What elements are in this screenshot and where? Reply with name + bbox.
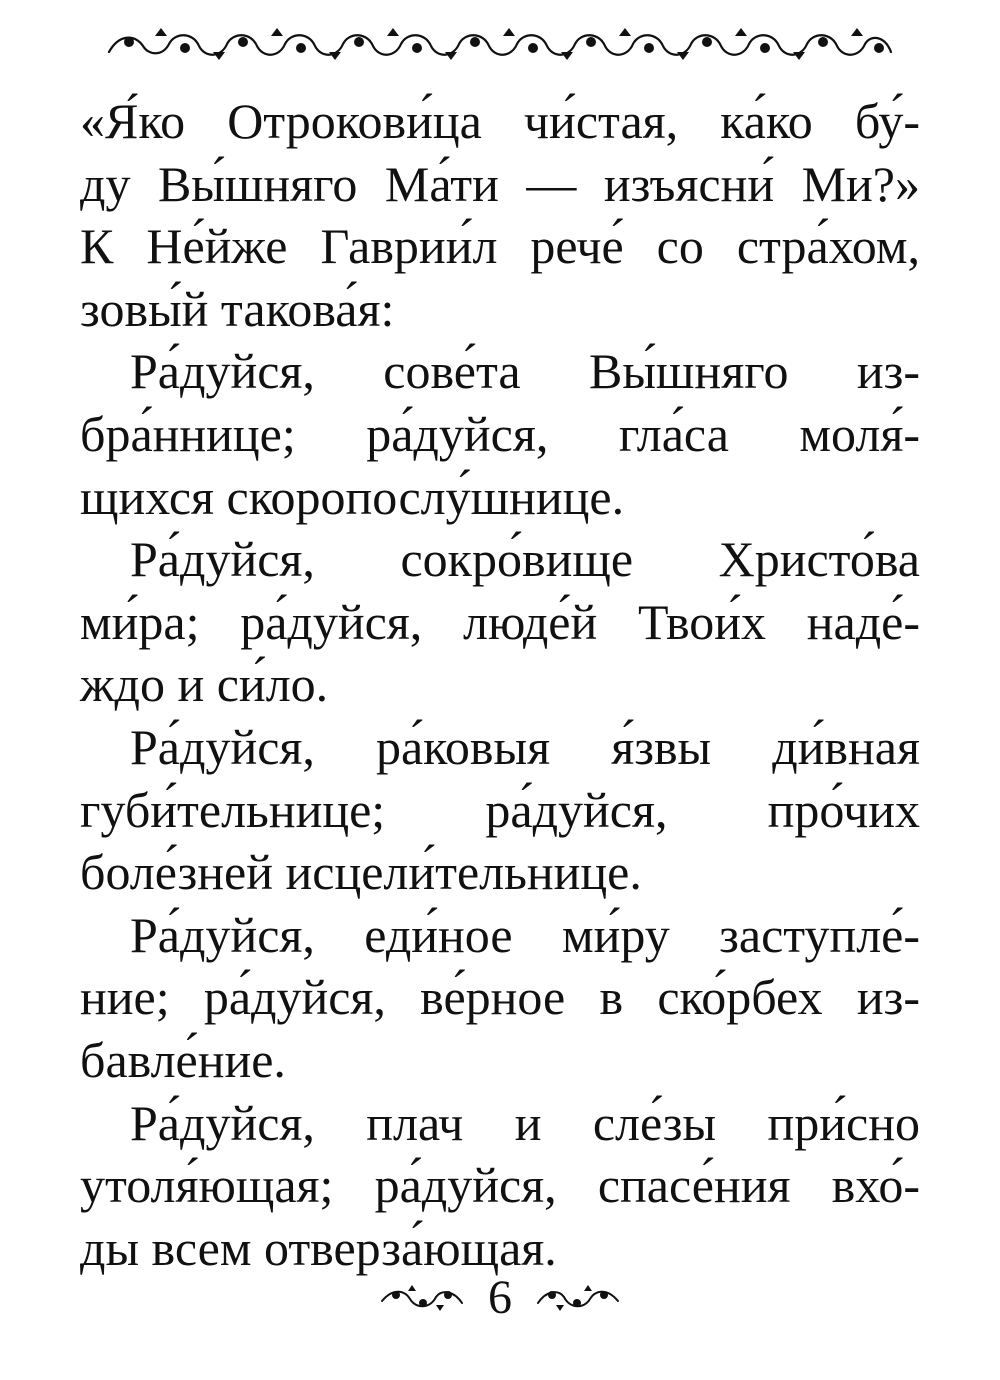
text-line: Ра́дуйся, еди́ное ми́ру заступле́-	[130, 906, 920, 963]
text-line: боле́зней исцели́тельнице.	[80, 844, 642, 901]
text-line: Ра́дуйся, сове́та Вы́шняго из-	[130, 343, 920, 400]
text-line: Ра́дуйся, сокро́вище Христо́ва	[130, 531, 920, 588]
text-line: ми́ра; ра́дуйся, люде́й Твои́х наде́-	[80, 593, 920, 650]
text-line: Ра́дуйся, плач и сле́зы при́сно	[130, 1094, 920, 1151]
page-footer	[0, 1268, 1000, 1328]
floral-vignette-icon	[378, 1283, 466, 1313]
floral-vignette-icon	[534, 1283, 622, 1313]
text-line: ждо и си́ло.	[80, 656, 329, 713]
paragraph	[80, 1092, 920, 1280]
floral-border-icon	[105, 22, 895, 66]
text-line: Ра́дуйся, ра́ковыя я́звы ди́вная	[130, 718, 920, 775]
text-line: утоля́ющая; ра́дуйся, спасе́ния вхо́-	[80, 1157, 920, 1214]
text-line: ние; ра́дуйся, ве́рное в ско́рбех из-	[80, 969, 920, 1026]
text-line: бавле́ние.	[80, 1031, 286, 1088]
text-line: ды всем отверза́ющая.	[80, 1219, 557, 1276]
page-body	[80, 90, 920, 1279]
paragraph	[80, 716, 920, 904]
paragraph	[80, 90, 920, 340]
text-line: губи́тельнице; ра́дуйся, про́чих	[80, 781, 920, 838]
text-line: «Я́ко Отрокови́ца чи́стая, ка́ко бу́-	[80, 93, 920, 149]
text-line: бра́ннице; ра́дуйся, гла́са моля́-	[80, 405, 920, 462]
text-line: зовы́й такова́я:	[80, 280, 395, 337]
paragraph	[80, 904, 920, 1092]
text-line: ду Вы́шняго Ма́ти — изъясни́ Ми?»	[80, 155, 920, 212]
paragraph	[80, 340, 920, 528]
text-line: К Не́йже Гаврии́л рече́ со стра́хом,	[80, 218, 920, 275]
paragraph	[80, 528, 920, 716]
page-number: 6	[488, 1271, 512, 1324]
text-line: щихся скоропослу́шнице.	[80, 468, 625, 525]
